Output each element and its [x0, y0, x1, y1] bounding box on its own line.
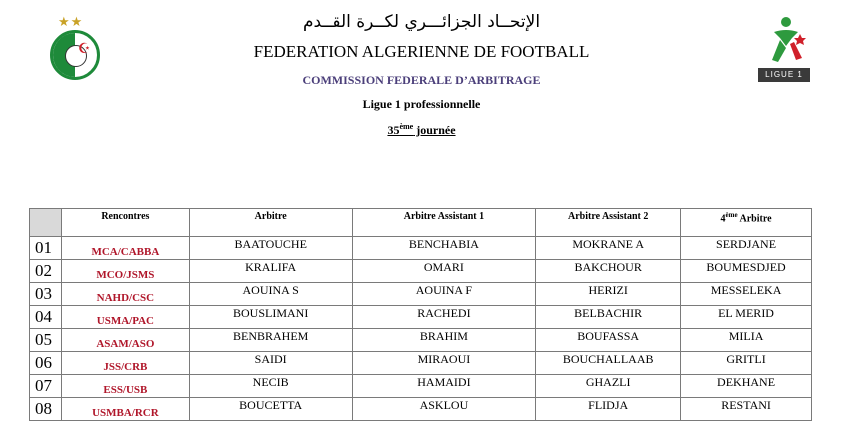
- match-cell: ASAM/ASO: [61, 329, 189, 352]
- fourth-referee-cell: MILIA: [681, 329, 812, 352]
- assistant2-cell: BAKCHOUR: [536, 260, 681, 283]
- referee-cell: KRALIFA: [189, 260, 352, 283]
- assistant1-cell: BRAHIM: [352, 329, 536, 352]
- table-row: [30, 329, 812, 352]
- num-header: [30, 209, 62, 237]
- row-number: 05: [30, 329, 62, 352]
- row-number: 03: [30, 283, 62, 306]
- match-cell: NAHD/CSC: [61, 283, 189, 306]
- assistant2-cell: GHAZLI: [536, 375, 681, 398]
- assistant2-cell: MOKRANE A: [536, 237, 681, 260]
- table-row: [30, 352, 812, 375]
- fourth-referee-header: 4ème Arbitre: [681, 209, 812, 237]
- arabic-title: الإتحــاد الجزائـــري لكــرة القــدم: [302, 12, 541, 32]
- ligue1-badge: LIGUE 1: [758, 68, 810, 82]
- table-header-row: [30, 209, 812, 237]
- row-number: 07: [30, 375, 62, 398]
- row-number: 06: [30, 352, 62, 375]
- assistant1-cell: BENCHABIA: [352, 237, 536, 260]
- match-cell: MCO/JSMS: [61, 260, 189, 283]
- table-row: [30, 306, 812, 329]
- match-cell: JSS/CRB: [61, 352, 189, 375]
- stars-icon: ★★: [58, 14, 84, 29]
- fourth-referee-cell: MESSELEKA: [681, 283, 812, 306]
- referee-cell: BOUCETTA: [189, 398, 352, 421]
- league-title: Ligue 1 professionnelle: [362, 97, 481, 111]
- match-cell: USMBA/RCR: [61, 398, 189, 421]
- assistant1-cell: ASKLOU: [352, 398, 536, 421]
- assistant2-cell: BOUCHALLAAB: [536, 352, 681, 375]
- assistant1-cell: RACHEDI: [352, 306, 536, 329]
- assistant1-header: Arbitre Assistant 1: [352, 209, 536, 237]
- assistant2-cell: BELBACHIR: [536, 306, 681, 329]
- assistant1-cell: MIRAOUI: [352, 352, 536, 375]
- assistant2-cell: FLIDJA: [536, 398, 681, 421]
- assistant2-cell: BOUFASSA: [536, 329, 681, 352]
- row-number: 01: [30, 237, 62, 260]
- assistant2-header: Arbitre Assistant 2: [536, 209, 681, 237]
- referee-assignments-table: [29, 208, 812, 421]
- assistant2-cell: HERIZI: [536, 283, 681, 306]
- commission-title: COMMISSION FEDERALE D’ARBITRAGE: [302, 73, 541, 87]
- table-row: [30, 283, 812, 306]
- referee-cell: SAIDI: [189, 352, 352, 375]
- match-header: Rencontres: [61, 209, 189, 237]
- referee-cell: NECIB: [189, 375, 352, 398]
- match-cell: ESS/USB: [61, 375, 189, 398]
- referee-cell: BAATOUCHE: [189, 237, 352, 260]
- match-cell: MCA/CABBA: [61, 237, 189, 260]
- referee-header: Arbitre: [189, 209, 352, 237]
- referee-cell: AOUINA S: [189, 283, 352, 306]
- fourth-referee-cell: DEKHANE: [681, 375, 812, 398]
- fourth-referee-cell: SERDJANE: [681, 237, 812, 260]
- crescent-icon: ☪: [78, 42, 91, 57]
- federation-title: FEDERATION ALGERIENNE DE FOOTBALL: [253, 42, 590, 61]
- fourth-referee-cell: BOUMESDJED: [681, 260, 812, 283]
- row-number: 02: [30, 260, 62, 283]
- match-cell: USMA/PAC: [61, 306, 189, 329]
- row-number: 08: [30, 398, 62, 421]
- fourth-referee-cell: GRITLI: [681, 352, 812, 375]
- fourth-referee-cell: RESTANI: [681, 398, 812, 421]
- round-title: 35ème journée: [387, 122, 456, 137]
- table-row: [30, 260, 812, 283]
- referee-cell: BENBRAHEM: [189, 329, 352, 352]
- assistant1-cell: HAMAIDI: [352, 375, 536, 398]
- referee-cell: BOUSLIMANI: [189, 306, 352, 329]
- assistant1-cell: OMARI: [352, 260, 536, 283]
- assistant1-cell: AOUINA F: [352, 283, 536, 306]
- table-row: [30, 375, 812, 398]
- row-number: 04: [30, 306, 62, 329]
- table-row: [30, 237, 812, 260]
- table-row: [30, 398, 812, 421]
- fourth-referee-cell: EL MERID: [681, 306, 812, 329]
